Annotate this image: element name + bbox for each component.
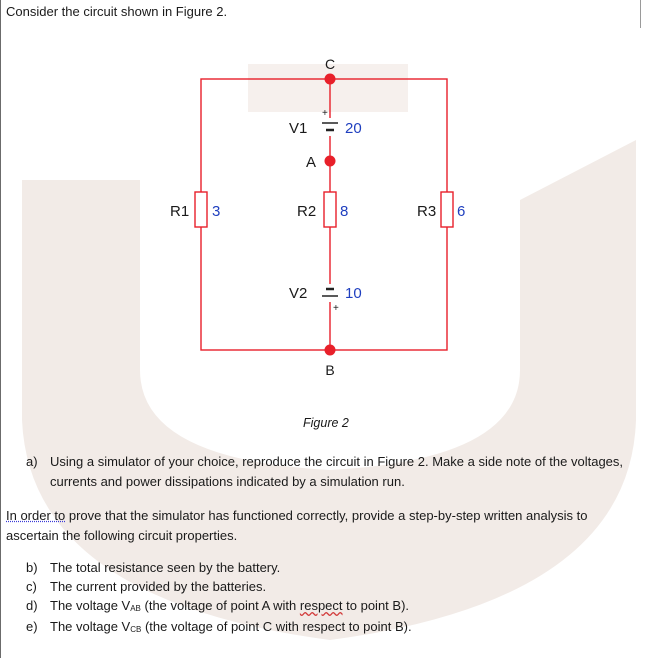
question-text-mid: (the voltage of point A with bbox=[140, 598, 300, 613]
question-a bbox=[26, 452, 636, 492]
r1-label: R1 bbox=[170, 203, 190, 220]
question-letter: e) bbox=[26, 619, 38, 634]
r3-resistor bbox=[441, 192, 453, 227]
question-a-letter: a) bbox=[26, 454, 38, 469]
node-a-dot bbox=[325, 156, 336, 167]
node-b-dot bbox=[325, 345, 336, 356]
r2-resistor bbox=[324, 192, 336, 227]
intro-text: Consider the circuit shown in Figure 2. bbox=[6, 4, 228, 19]
question-b bbox=[26, 558, 412, 577]
paragraph-line2: ascertain the following circuit properties. bbox=[6, 528, 238, 543]
question-a-line1: Using a simulator of your choice, reproduce the circuit in Figure 2. Make a side note of the voltages, bbox=[50, 454, 624, 469]
v1-plus-sign: + bbox=[322, 108, 328, 119]
question-text-post: (the voltage of point C with respect to point B). bbox=[141, 619, 412, 634]
node-c-label: C bbox=[324, 56, 336, 72]
spellcheck-word: respect bbox=[299, 598, 343, 613]
r2-value: 8 bbox=[340, 203, 349, 220]
v2-value: 10 bbox=[345, 285, 362, 302]
v2-battery-symbol bbox=[318, 284, 342, 302]
node-b-label: B bbox=[325, 362, 335, 378]
question-a-line2: currents and power dissipations indicated by a simulation run. bbox=[50, 474, 405, 489]
question-letter: b) bbox=[26, 560, 38, 575]
question-letter: d) bbox=[26, 598, 38, 613]
r3-value: 6 bbox=[457, 203, 466, 220]
v1-label: V1 bbox=[289, 120, 308, 137]
v1-battery-symbol bbox=[318, 118, 342, 136]
node-c-dot bbox=[325, 74, 336, 85]
question-text-pre: The voltage V bbox=[50, 598, 131, 613]
paragraph-start: In order to bbox=[6, 508, 66, 523]
question-c bbox=[26, 577, 412, 596]
instruction-paragraph bbox=[6, 506, 636, 546]
question-text: The current provided by the batteries. bbox=[50, 579, 267, 594]
r1-value: 3 bbox=[212, 203, 221, 220]
question-d bbox=[26, 596, 412, 617]
question-text-post: to point B). bbox=[342, 598, 410, 613]
question-e bbox=[26, 617, 412, 638]
question-letter: c) bbox=[26, 579, 37, 594]
paragraph-line1: prove that the simulator has functioned correctly, provide a step-by-step written analysis to bbox=[65, 508, 588, 523]
r1-resistor bbox=[195, 192, 207, 227]
r2-label: R2 bbox=[297, 203, 317, 220]
question-list bbox=[26, 558, 412, 638]
question-text: The total resistance seen by the battery. bbox=[50, 560, 281, 575]
voltage-subscript: CB bbox=[130, 625, 142, 634]
node-a-label: A bbox=[305, 154, 316, 171]
v2-label: V2 bbox=[289, 285, 308, 302]
voltage-subscript: AB bbox=[130, 604, 141, 613]
v1-value: 20 bbox=[345, 120, 362, 137]
figure-caption: Figure 2 bbox=[303, 416, 349, 430]
v2-plus-sign: + bbox=[333, 303, 339, 314]
question-text-pre: The voltage V bbox=[50, 619, 131, 634]
r3-label: R3 bbox=[417, 203, 437, 220]
